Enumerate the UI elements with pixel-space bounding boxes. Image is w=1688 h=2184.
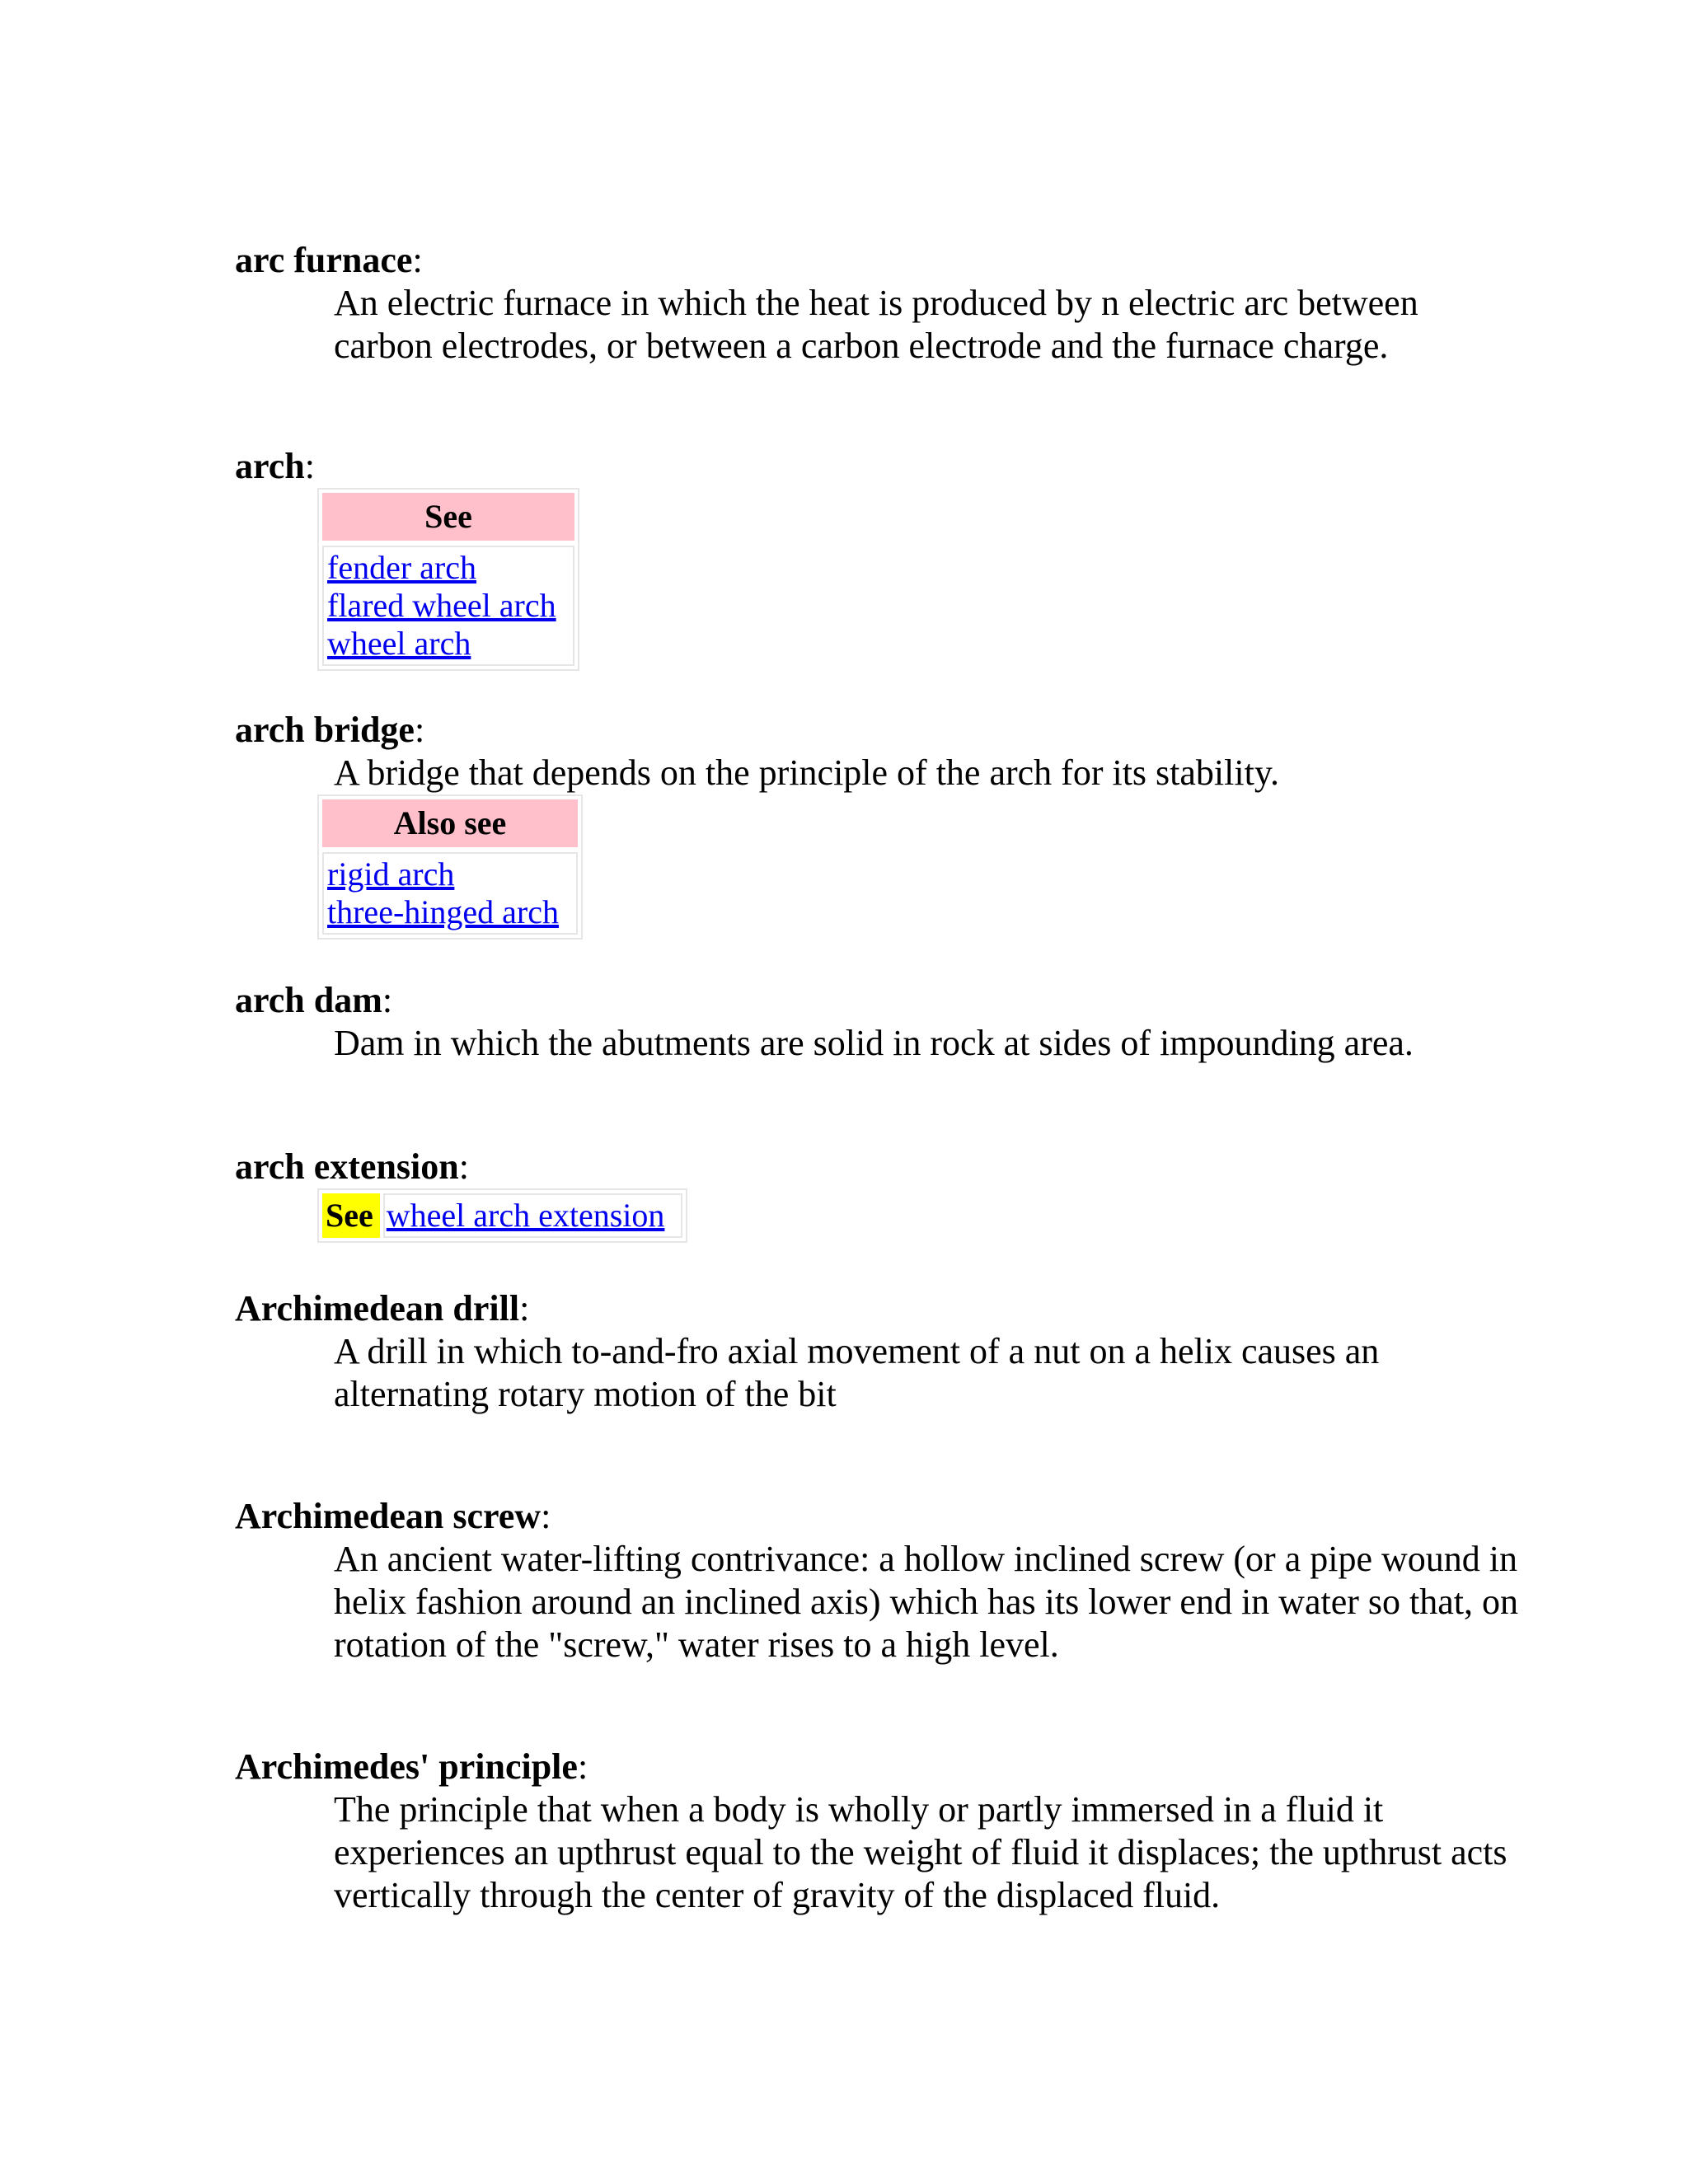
see-box-heading: See (322, 493, 574, 541)
see-box (317, 488, 579, 671)
also-see-box-links (322, 852, 578, 935)
entry-term: arch bridge: (235, 710, 425, 750)
entry-arch-bridge (235, 709, 1521, 940)
entry-archimedean-drill (235, 1287, 1521, 1416)
see-box-links (322, 546, 574, 666)
entry-definition: A drill in which to-and-fro axial movement of a nut on a helix causes an alternating rotary motion of the bit (334, 1331, 1380, 1414)
entry-definition: The principle that when a body is wholly or partly immersed in a fluid it experiences an upthrust equal to the weight of fluid it displaces; the upthrust acts vertically through the center of gravity of the displaced fluid. (334, 1789, 1507, 1915)
entry-arch (235, 445, 1521, 671)
entry-arc-furnace (235, 239, 1521, 368)
entry-term: Archimedean screw: (235, 1496, 551, 1536)
entry-arch-extension (235, 1146, 1521, 1243)
see-inline-box (317, 1188, 687, 1243)
entry-archimedean-screw (235, 1495, 1521, 1666)
entry-definition: An ancient water-lifting contrivance: a hollow inclined screw (or a pipe wound in helix fashion around an inclined axis) which has its lower end in water so that, on rotation of the "screw," water rises to a high level. (334, 1539, 1518, 1665)
entry-term: Archimedean drill: (235, 1288, 530, 1329)
link-three-hinged-arch[interactable]: three-hinged arch (327, 893, 559, 930)
entry-term: arch extension: (235, 1146, 469, 1187)
entry-arch-dam (235, 979, 1521, 1065)
link-fender-arch[interactable]: fender arch (327, 549, 476, 586)
link-rigid-arch[interactable]: rigid arch (327, 855, 455, 893)
entry-definition: A bridge that depends on the principle of the arch for its stability. (334, 752, 1279, 793)
see-inline-link-cell (383, 1193, 683, 1238)
entry-term: arc furnace: (235, 240, 423, 280)
entry-definition: Dam in which the abutments are solid in rock at sides of impounding area. (334, 1023, 1414, 1063)
link-wheel-arch-extension[interactable]: wheel arch extension (386, 1197, 665, 1234)
entry-term: Archimedes' principle: (235, 1746, 588, 1787)
link-wheel-arch[interactable]: wheel arch (327, 625, 471, 662)
see-inline-label: See (322, 1193, 380, 1238)
link-flared-wheel-arch[interactable]: flared wheel arch (327, 587, 556, 624)
entry-archimedes-principle (235, 1746, 1521, 1917)
entry-term: arch: (235, 446, 315, 486)
also-see-box (317, 794, 583, 940)
entry-term: arch dam: (235, 980, 393, 1020)
entry-definition: An electric furnace in which the heat is produced by n electric arc between carbon electrodes, or between a carbon electrode and the furnace charge. (334, 283, 1418, 366)
also-see-box-heading: Also see (322, 799, 578, 847)
